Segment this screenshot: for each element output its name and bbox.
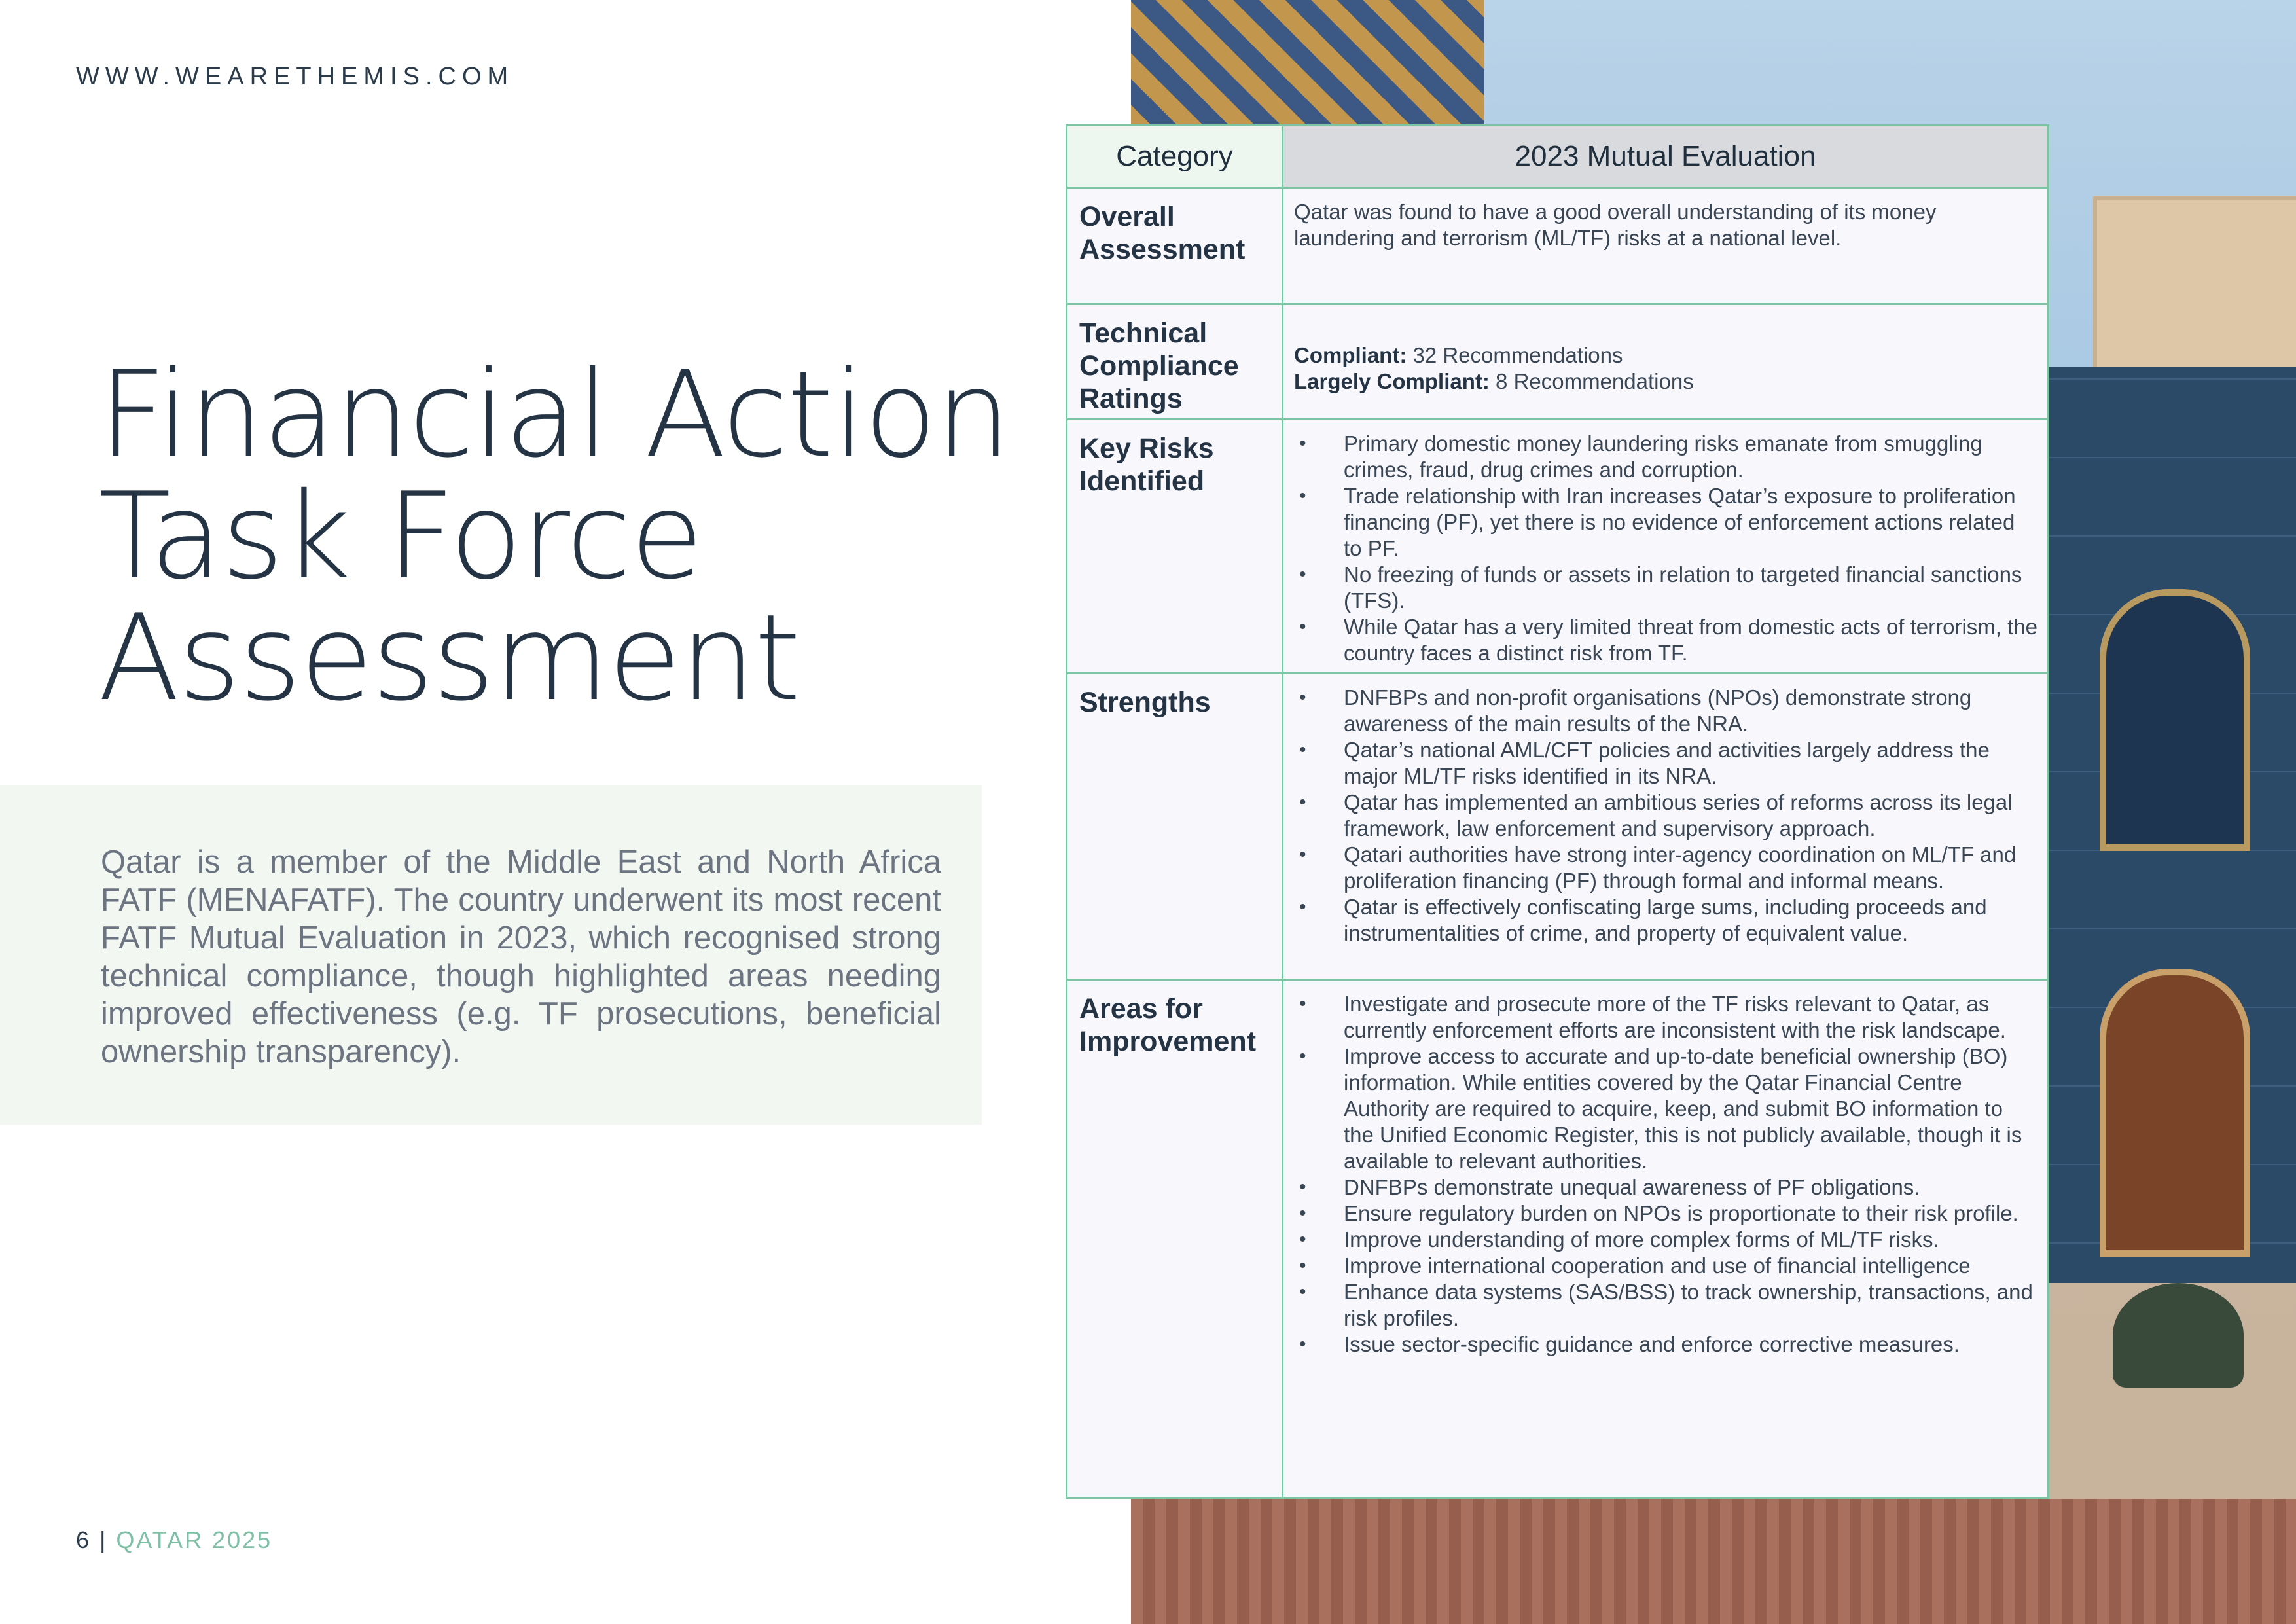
intro-paragraph: Qatar is a member of the Middle East and North Africa FATF (MENAFATF). The country underwent its most recent FATF Mutual Evaluation in 2023, which recognised strong technical compliance, though highlighted areas needing improved effectiveness (e.g. TF prosecutions, beneficial ownership transparency). (101, 844, 941, 1070)
list-item: • DNFBPs demonstrate unequal awareness of PF obligations. (1294, 1174, 2038, 1200)
largely-compliant-line (1294, 369, 2038, 395)
improvement-list (1294, 991, 2038, 1358)
compliant-value: 32 Recommendations (1407, 342, 1623, 367)
list-item: • Qatar’s national AML/CFT policies and activities largely address the major ML/TF risks identified in its NRA. (1294, 737, 2038, 789)
list-item: • Improve international cooperation and use of financial intelligence (1294, 1253, 2038, 1279)
page-footer (76, 1526, 272, 1554)
row-label-technical: Technical Compliance Ratings (1067, 304, 1283, 420)
title-line: Task Force (98, 467, 703, 605)
list-item: • While Qatar has a very limited threat from domestic acts of terrorism, the country faces a distinct risk from TF. (1294, 614, 2038, 666)
row-value-technical (1283, 304, 2049, 420)
page-number: 6 (76, 1526, 92, 1553)
footer-brand: QATAR 2025 (116, 1526, 273, 1553)
list-item: • No freezing of funds or assets in relation to targeted financial sanctions (TFS). (1294, 562, 2038, 614)
table-row-risks (1067, 420, 2049, 674)
table-header-row (1067, 126, 2049, 188)
list-item: • Qatar has implemented an ambitious series of reforms across its legal framework, law enforcement and supervisory approach. (1294, 789, 2038, 842)
largely-compliant-value: 8 Recommendations (1489, 369, 1694, 393)
evaluation-table (1066, 124, 2049, 1499)
table-row-strengths (1067, 674, 2049, 980)
footer-separator: | (99, 1526, 108, 1553)
list-item: • Improve access to accurate and up-to-date beneficial ownership (BO) information. While entities covered by the Qatar Financial Centre Authority are required to acquire, keep, and submit BO information to the Unified Economic Register, this is not publicly available, though it is available to relevant authorities. (1294, 1043, 2038, 1174)
row-label-improvement: Areas for Improvement (1067, 980, 1283, 1498)
column-header-evaluation: 2023 Mutual Evaluation (1283, 126, 2049, 188)
arched-door (2100, 969, 2250, 1257)
list-item: • Investigate and prosecute more of the TF risks relevant to Qatar, as currently enforcement efforts are inconsistent with the risk landscape. (1294, 991, 2038, 1043)
list-item: • Qatari authorities have strong inter-agency coordination on ML/TF and proliferation financing (PF) through formal and informal means. (1294, 842, 2038, 894)
list-item: • Ensure regulatory burden on NPOs is proportionate to their risk profile. (1294, 1200, 2038, 1227)
strengths-list (1294, 685, 2038, 947)
row-label-overall: Overall Assessment (1067, 188, 1283, 304)
list-item: • DNFBPs and non-profit organisations (NPOs) demonstrate strong awareness of the main results of the NRA. (1294, 685, 2038, 737)
row-value-overall: Qatar was found to have a good overall understanding of its money laundering and terrorism (ML/TF) risks at a national level. (1283, 188, 2049, 304)
compliant-line (1294, 342, 2038, 369)
list-item: • Qatar is effectively confiscating large sums, including proceeds and instrumentalities of crime, and property of equivalent value. (1294, 894, 2038, 947)
page-title (98, 345, 1041, 727)
risks-list (1294, 431, 2038, 666)
brick-pavement (1131, 1499, 2296, 1624)
list-item: • Improve understanding of more complex forms of ML/TF risks. (1294, 1227, 2038, 1253)
row-value-risks (1283, 420, 2049, 674)
row-value-improvement (1283, 980, 2049, 1498)
list-item: • Enhance data systems (SAS/BSS) to track ownership, transactions, and risk profiles. (1294, 1279, 2038, 1331)
table-row-overall (1067, 188, 2049, 304)
largely-compliant-label: Largely Compliant: (1294, 369, 1490, 393)
list-item: • Primary domestic money laundering risks emanate from smuggling crimes, fraud, drug crimes and corruption. (1294, 431, 2038, 483)
table-row-improvement (1067, 980, 2049, 1498)
title-line: Financial Action (98, 345, 1010, 484)
row-label-strengths: Strengths (1067, 674, 1283, 980)
title-line: Assessment (98, 588, 800, 727)
arched-window (2100, 589, 2250, 851)
column-header-category: Category (1067, 126, 1283, 188)
website-url: WWW.WEARETHEMIS.COM (76, 63, 514, 90)
list-item: • Issue sector-specific guidance and enforce corrective measures. (1294, 1331, 2038, 1358)
compliant-label: Compliant: (1294, 342, 1407, 367)
list-item: • Trade relationship with Iran increases Qatar’s exposure to proliferation financing (PF), yet there is no evidence of enforcement actions related to PF. (1294, 483, 2038, 562)
table-row-technical (1067, 304, 2049, 420)
potted-plant (2113, 1283, 2244, 1388)
row-value-strengths (1283, 674, 2049, 980)
row-label-risks: Key Risks Identified (1067, 420, 1283, 674)
mosaic-detail (1131, 0, 1484, 131)
